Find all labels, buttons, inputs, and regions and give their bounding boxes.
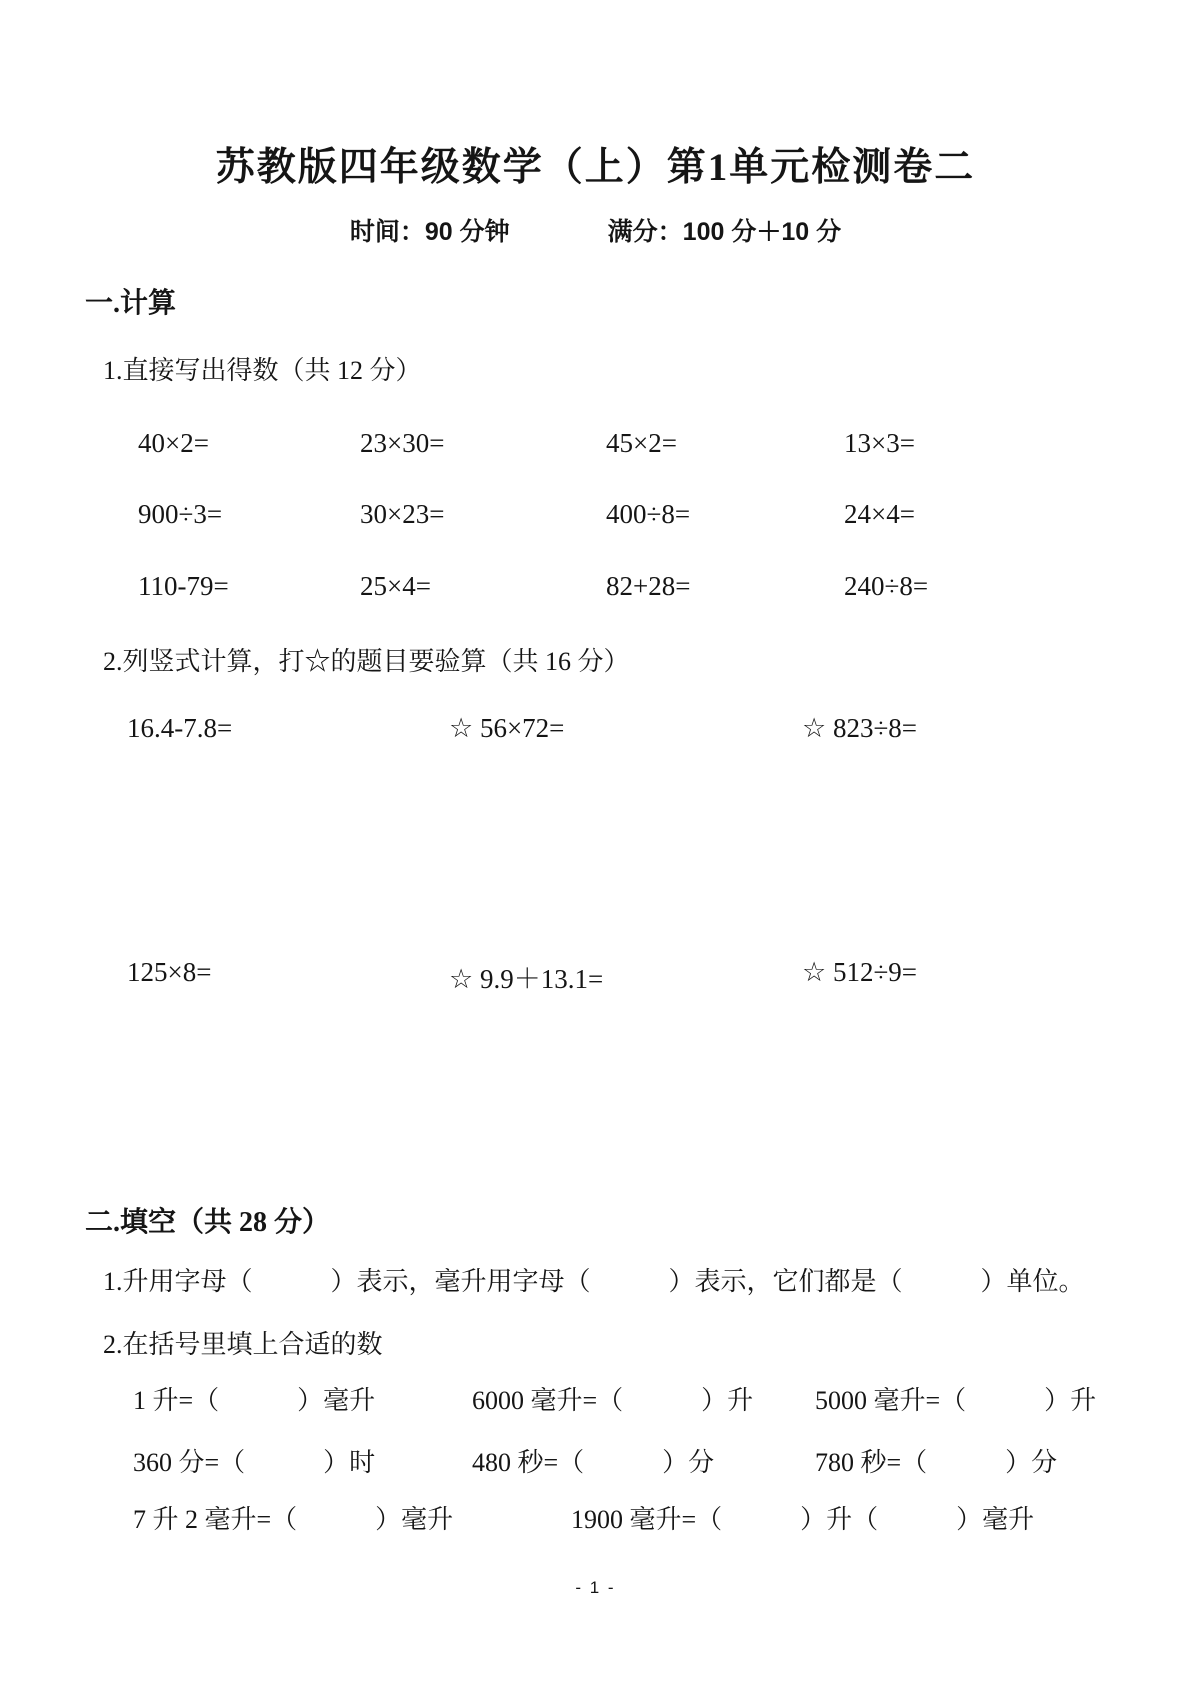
section-2-heading: 二.填空（共 28 分） (85, 1207, 331, 1238)
math-expression: 45×2= (606, 428, 677, 458)
math-expression: 40×2= (138, 428, 209, 458)
math-expression-starred: ☆ 512÷9= (802, 957, 918, 987)
math-expression: 82+28= (606, 571, 691, 601)
page-number: - 1 - (575, 1578, 616, 1597)
time-limit-label: 时间：90 分钟 (349, 218, 510, 246)
math-expression: 240÷8= (844, 571, 929, 601)
vertical-calc-row (127, 957, 917, 996)
math-expression: 400÷8= (606, 499, 691, 529)
math-expression: 16.4-7.8= (127, 713, 233, 743)
full-score-label: 满分：100 分＋10 分 (607, 218, 842, 246)
math-expression: 900÷3= (138, 499, 223, 529)
math-expression-starred: ☆ 56×72= (449, 713, 565, 743)
conversion-blank: 780 秒=（ ）分 (815, 1448, 1058, 1477)
question-2-label: 2.列竖式计算，打☆的题目要验算（共 16 分） (103, 647, 630, 676)
fill-question-2-label: 2.在括号里填上合适的数 (103, 1330, 383, 1359)
math-expression: 24×4= (844, 499, 915, 529)
fill-blank-row (133, 1499, 1034, 1536)
conversion-blank: 360 分=（ ）时 (133, 1448, 376, 1477)
math-expression-starred: ☆ 823÷8= (802, 713, 918, 743)
math-expression: 23×30= (360, 428, 445, 458)
conversion-blank: 5000 毫升=（ ）升 (815, 1386, 1097, 1415)
conversion-blank: 1 升=（ ）毫升 (133, 1386, 376, 1415)
math-expression: 110-79= (138, 571, 229, 601)
conversion-blank: 6000 毫升=（ ）升 (472, 1386, 754, 1415)
math-expression: 13×3= (844, 428, 915, 458)
question-1-label: 1.直接写出得数（共 12 分） (103, 356, 422, 385)
conversion-blank: 7 升 2 毫升=（ ）毫升 (133, 1505, 454, 1534)
conversion-blank: 480 秒=（ ）分 (472, 1448, 715, 1477)
oral-calc-row (138, 571, 928, 602)
fill-blank-row (133, 1380, 1096, 1417)
math-expression: 25×4= (360, 571, 431, 601)
oral-calc-row (138, 428, 915, 459)
conversion-blank: 1900 毫升=（ ）升（ ）毫升 (571, 1505, 1035, 1534)
fill-blank-row (133, 1442, 1057, 1479)
math-expression-starred: ☆ 9.9＋13.1= (449, 964, 604, 994)
paper-meta (0, 212, 1191, 248)
section-1-heading: 一.计算 (85, 288, 177, 319)
vertical-calc-row (127, 713, 917, 744)
math-expression: 125×8= (127, 957, 212, 987)
math-expression: 30×23= (360, 499, 445, 529)
page-title: 苏教版四年级数学（上）第1单元检测卷二 (215, 146, 976, 189)
oral-calc-row (138, 499, 915, 530)
fill-question-1: 1.升用字母（ ）表示，毫升用字母（ ）表示，它们都是（ ）单位。 (103, 1267, 1085, 1296)
